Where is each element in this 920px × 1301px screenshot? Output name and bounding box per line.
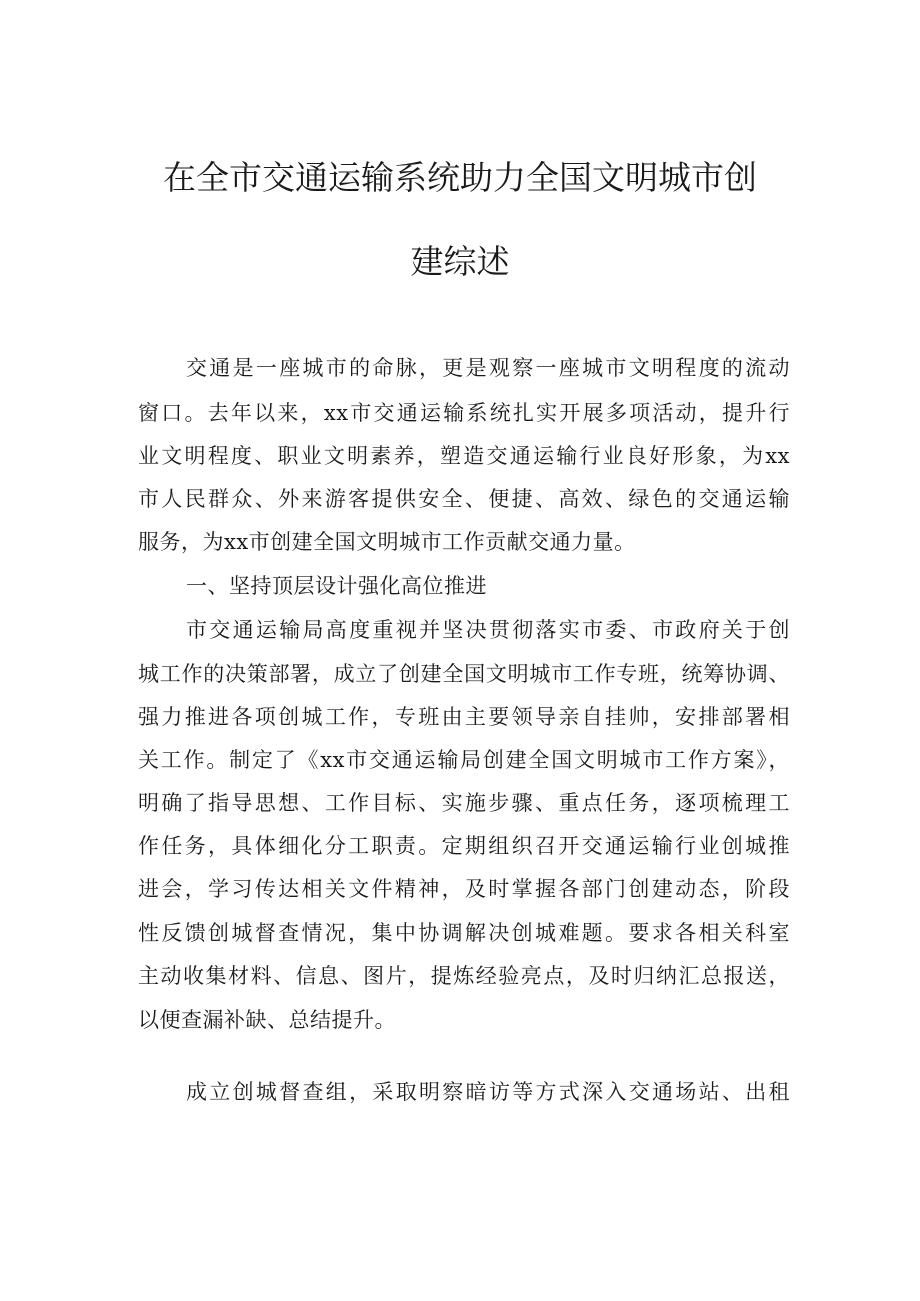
intro-line-3: 业文明程度、职业文明素养，塑造交通运输行业良好形象，为xx	[138, 444, 790, 468]
intro-line-4: 市人民群众、外来游客提供安全、便捷、高效、绿色的交通运输	[138, 487, 790, 511]
document-title-line-1: 在全市交通运输系统助力全国文明城市创	[163, 158, 757, 197]
intro-line-1: 交通是一座城市的命脉，更是观察一座城市文明程度的流动	[186, 356, 790, 380]
section-1-heading: 一、坚持顶层设计强化高位推进	[186, 574, 487, 598]
section-1-line-8: 性反馈创城督查情况，集中协调解决创城难题。要求各相关科室	[138, 921, 790, 945]
section-1-line-5: 明确了指导思想、工作目标、实施步骤、重点任务，逐项梳理工	[138, 791, 790, 815]
document-title-line-2: 建综述	[410, 242, 510, 281]
section-1-line-7: 进会，学习传达相关文件精神，及时掌握各部门创建动态，阶段	[138, 877, 790, 901]
section-1-line-2: 城工作的决策部署，成立了创建全国文明城市工作专班，统筹协调、	[138, 662, 790, 686]
section-1-line-10: 以便查漏补缺、总结提升。	[138, 1008, 396, 1032]
section-1-line-6: 作任务，具体细化分工职责。定期组织召开交通运输行业创城推	[138, 834, 790, 858]
section-1-line-4: 关工作。制定了《xx市交通运输局创建全国文明城市工作方案》，	[138, 748, 790, 772]
intro-line-5: 服务，为xx市创建全国文明城市工作贡献交通力量。	[138, 530, 636, 554]
section-1-para-2-line-1: 成立创城督查组，采取明察暗访等方式深入交通场站、出租	[186, 1080, 790, 1104]
section-1-line-1: 市交通运输局高度重视并坚决贯彻落实市委、市政府关于创	[186, 618, 790, 642]
section-1-line-9: 主动收集材料、信息、图片，提炼经验亮点，及时归纳汇总报送，	[138, 964, 790, 988]
section-1-line-3: 强力推进各项创城工作，专班由主要领导亲自挂帅，安排部署相	[138, 705, 790, 729]
intro-line-2: 窗口。去年以来，xx市交通运输系统扎实开展多项活动，提升行	[138, 401, 790, 425]
